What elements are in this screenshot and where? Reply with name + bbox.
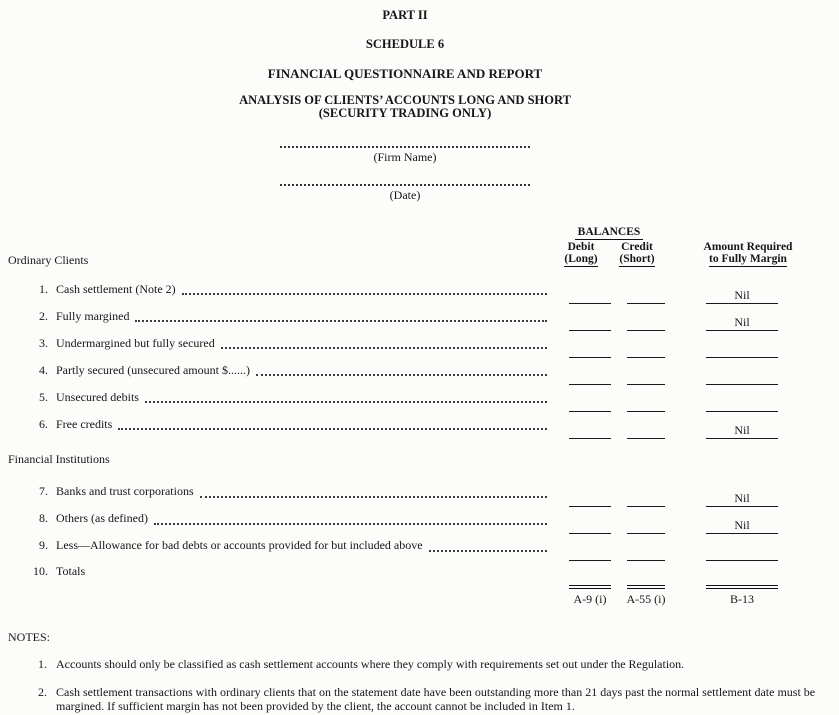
credit-field[interactable]: [627, 533, 665, 534]
row-number: 3.: [39, 335, 48, 350]
row-label: Undermargined but fully secured: [56, 335, 215, 350]
amount-required-field: [706, 289, 778, 304]
amount-required-value: Nil: [734, 288, 750, 303]
credit-field[interactable]: [627, 411, 665, 412]
note-item: [8, 657, 831, 672]
schedule-title: SCHEDULE 6: [365, 37, 445, 51]
row-number: 5.: [39, 389, 48, 404]
totals-references-row: [8, 585, 831, 606]
table-row: [8, 304, 831, 331]
row-label: Cash settlement (Note 2): [56, 281, 176, 296]
debit-field[interactable]: [569, 533, 611, 534]
dotted-leader: [154, 523, 547, 525]
debit-field[interactable]: [569, 330, 611, 331]
debit-column-label: Debit: [567, 240, 595, 253]
row-label: Free credits: [56, 416, 113, 431]
note-number: 1.: [38, 657, 47, 672]
double-rule: [569, 585, 611, 589]
debit-field[interactable]: [569, 303, 611, 304]
amount-required-value: Nil: [734, 315, 750, 330]
row-number: 7.: [39, 484, 48, 499]
dotted-leader: [118, 428, 547, 430]
amount-required-field: [706, 492, 778, 507]
signature-block: [8, 144, 802, 203]
amount-required-field: [706, 424, 778, 439]
table-row: [8, 534, 831, 561]
dotted-leader: [135, 320, 547, 322]
notes-heading: NOTES:: [8, 630, 50, 645]
dotted-leader: [256, 374, 547, 376]
amount-required-field[interactable]: [706, 559, 778, 561]
totals-row: [8, 561, 831, 579]
row-label: Banks and trust corporations: [56, 484, 194, 499]
debit-field[interactable]: [569, 438, 611, 439]
row-label: Less—Allowance for bad debts or accounts provided for but included above: [56, 538, 423, 553]
credit-column-header: [610, 241, 664, 267]
amount-required-value: Nil: [734, 517, 750, 532]
double-rule: [706, 585, 778, 589]
row-number: 4.: [39, 362, 48, 377]
firm-name-field: [8, 144, 802, 164]
dotted-leader: [200, 496, 547, 498]
amount-required-value: Nil: [734, 423, 750, 438]
table-row: [8, 480, 831, 507]
amount-required-field[interactable]: [706, 383, 778, 385]
row-number: 10.: [33, 564, 48, 579]
debit-field[interactable]: [569, 560, 611, 561]
table-row: [8, 412, 831, 439]
credit-field[interactable]: [627, 384, 665, 385]
table-row: [8, 331, 831, 358]
double-rule: [627, 585, 665, 589]
note-text: Accounts should only be classified as cash settlement accounts where they comply with requirements set out under the Regulation.: [56, 657, 685, 672]
amount-required-field[interactable]: [706, 410, 778, 412]
firm-name-input[interactable]: [280, 144, 530, 148]
date-field: [8, 182, 802, 202]
debit-field[interactable]: [569, 411, 611, 412]
note-number: 2.: [38, 684, 47, 699]
debit-field[interactable]: [569, 506, 611, 507]
notes-section: [8, 630, 831, 714]
row-number: 6.: [39, 416, 48, 431]
row-label: Unsecured debits: [56, 389, 139, 404]
firm-name-label: (Firm Name): [373, 149, 437, 164]
row-label: Others (as defined): [56, 511, 148, 526]
credit-field[interactable]: [627, 560, 665, 561]
credit-field[interactable]: [627, 506, 665, 507]
debit-field[interactable]: [569, 384, 611, 385]
form-header: [8, 6, 802, 120]
amount-total-ref-label: B-13: [730, 591, 754, 606]
table-row: [8, 507, 831, 534]
amount-required-label-line1: Amount Required: [703, 240, 793, 253]
amount-required-field: [706, 316, 778, 331]
row-label: Fully margined: [56, 308, 130, 323]
credit-field[interactable]: [627, 303, 665, 304]
credit-total-ref: [627, 585, 665, 606]
amount-required-field[interactable]: [706, 356, 778, 358]
analysis-title: [8, 94, 802, 120]
credit-field[interactable]: [627, 357, 665, 358]
credit-field[interactable]: [627, 330, 665, 331]
balances-header: BALANCES: [575, 226, 644, 240]
balances-subcolumns: [553, 241, 665, 267]
debit-field[interactable]: [569, 357, 611, 358]
table-row: [8, 358, 831, 385]
debit-total-ref-label: A-9 (i): [573, 591, 607, 606]
debit-total-ref: [569, 585, 611, 606]
dotted-leader: [182, 293, 547, 295]
row-number: 8.: [39, 511, 48, 526]
row-number: 9.: [39, 538, 48, 553]
table-row: [8, 277, 831, 304]
credit-column-sublabel: (Short): [619, 253, 655, 266]
amount-required-column-header: [665, 241, 831, 267]
dotted-leader: [145, 401, 547, 403]
row-number: 2.: [39, 308, 48, 323]
amount-required-field: [706, 519, 778, 534]
credit-field[interactable]: [627, 438, 665, 439]
analysis-title-line2: (SECURITY TRADING ONLY): [318, 105, 492, 120]
dotted-leader: [221, 347, 547, 349]
section-heading-ordinary-clients: Ordinary Clients: [8, 252, 89, 267]
note-item: [8, 685, 831, 714]
dotted-leader: [429, 550, 547, 552]
report-title: FINANCIAL QUESTIONNAIRE AND REPORT: [267, 66, 543, 81]
date-input[interactable]: [280, 182, 530, 186]
amount-required-value: Nil: [734, 490, 750, 505]
date-label: (Date): [389, 187, 421, 202]
amount-required-label-line2: to Fully Margin: [709, 253, 787, 266]
note-text: Cash settlement transactions with ordinary clients that on the statement date have been outstanding more than 21 days past the normal settlement date must be margined. If sufficient margin has not been provided by the client, the account cannot be included in Item 1.: [56, 684, 816, 714]
analysis-title-line1: ANALYSIS OF CLIENTS’ ACCOUNTS LONG AND SHORT: [239, 92, 571, 107]
credit-column-label: Credit: [621, 240, 653, 253]
section-heading-financial-institutions: Financial Institutions: [8, 452, 110, 467]
amount-total-ref: [706, 585, 778, 606]
debit-column-header: [554, 241, 608, 267]
row-label: Partly secured (unsecured amount $......): [56, 362, 250, 377]
part-title: PART II: [382, 8, 428, 22]
debit-column-sublabel: (Long): [564, 253, 598, 266]
table-row: [8, 385, 831, 412]
balances-header-group: [553, 226, 665, 267]
totals-label: Totals: [56, 564, 86, 579]
credit-total-ref-label: A-55 (i): [626, 591, 666, 606]
row-number: 1.: [39, 281, 48, 296]
